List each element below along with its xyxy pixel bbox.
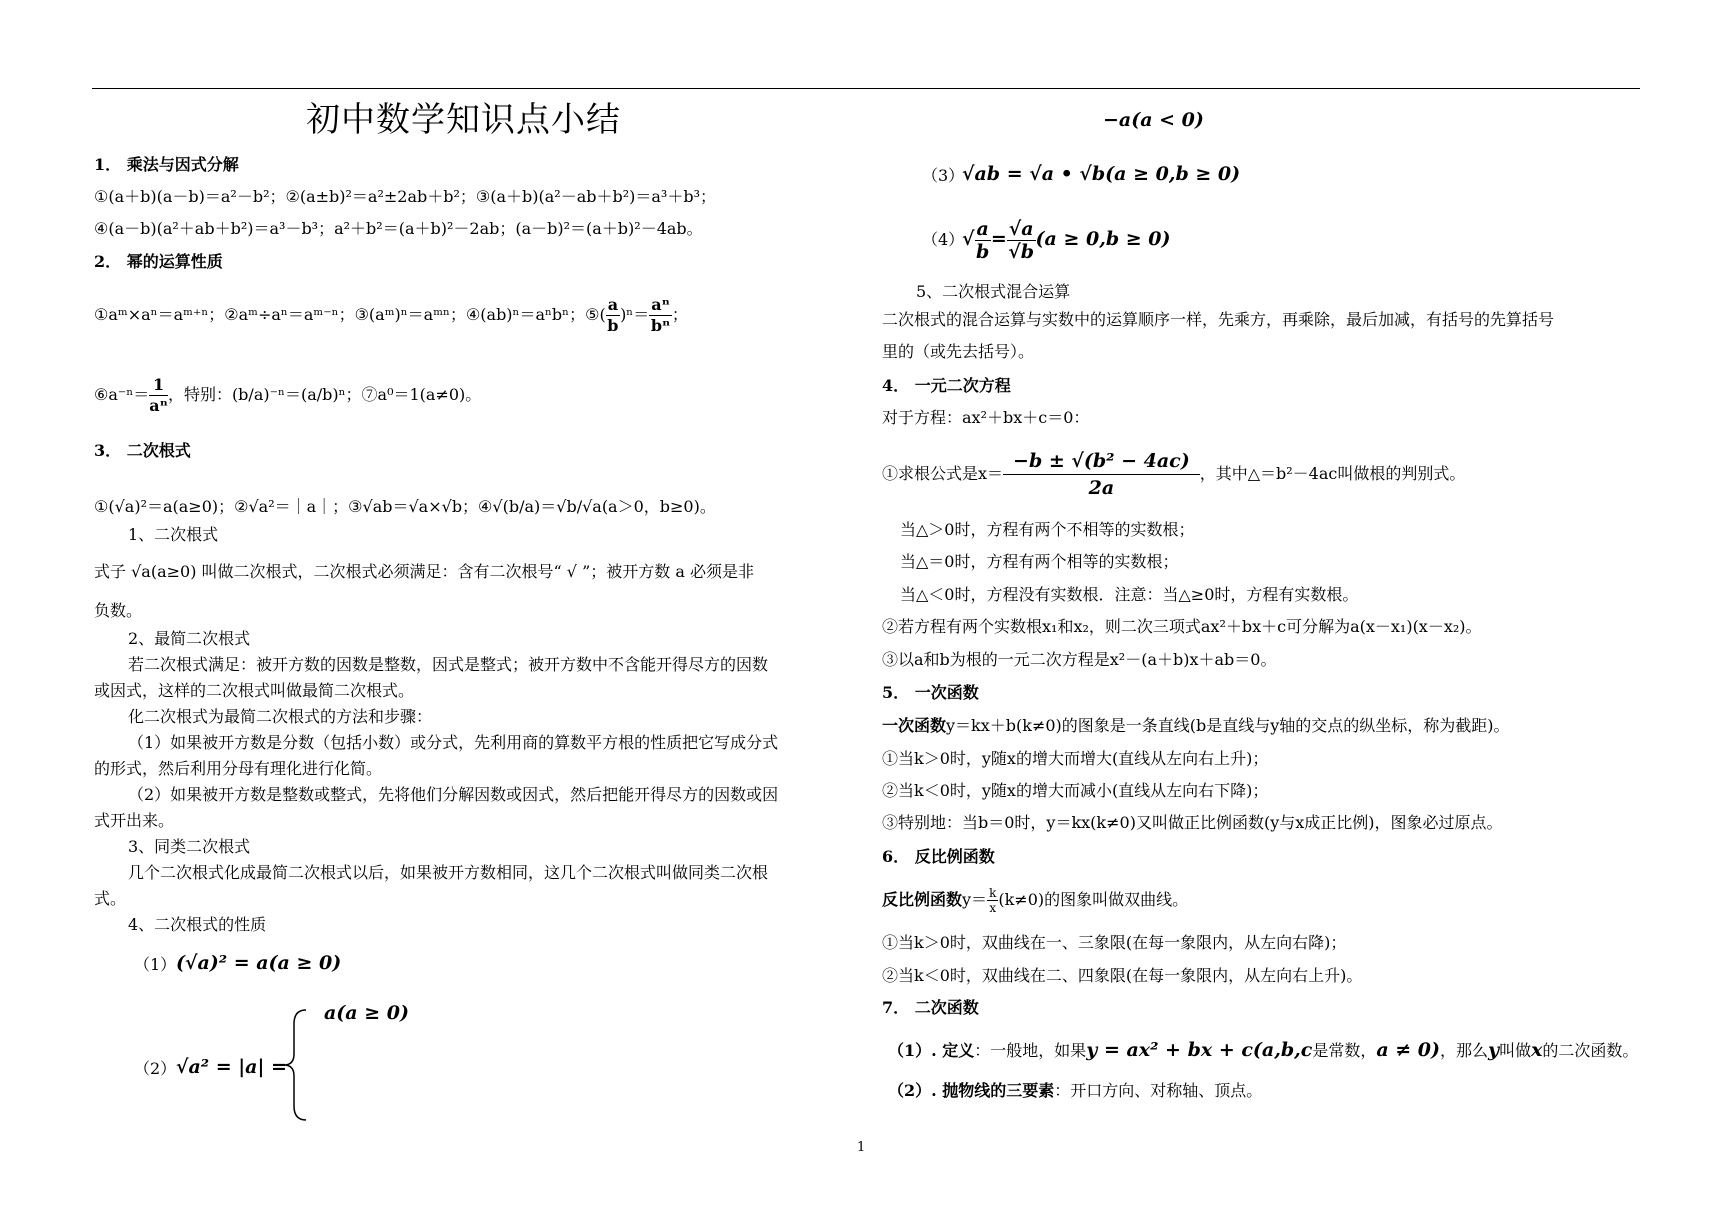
formula-text: 的二次函数。 (1542, 1041, 1639, 1060)
formula-text: (a ≥ 0,b ≥ 0) (1035, 228, 1171, 250)
paragraph-line: ①当k＞0时，双曲线在一、三象限(在每一象限内，从左向右降)； (882, 933, 1347, 952)
property-label: （1） (134, 955, 177, 974)
formula-line (94, 292, 688, 338)
paragraph-line: 里的（或先去括号）。 (882, 342, 1035, 361)
formula-text: x (1531, 1039, 1543, 1061)
paragraph-line: 或因式，这样的二次根式叫做最简二次根式。 (94, 681, 415, 700)
section-7-heading: 7． 二次函数 (882, 998, 979, 1017)
paragraph-line: 化二次根式为最简二次根式的方法和步骤： (128, 707, 433, 726)
paragraph-line: 的形式，然后利用分母有理化进行化简。 (94, 759, 383, 778)
section-5-heading: 5． 一次函数 (882, 683, 979, 702)
page-title: 初中数学知识点小结 (306, 100, 621, 140)
formula-text: ； (671, 305, 688, 324)
denominator: √b (1008, 240, 1035, 263)
section-2-heading: 2． 幂的运算性质 (94, 252, 223, 271)
paragraph-line: 若二次根式满足：被开方数的因数是整数，因式是整式；被开方数中不含能开得尽方的因数 (128, 655, 769, 674)
numerator: √a (1008, 217, 1034, 240)
term: 一次函数 (882, 716, 947, 735)
paragraph-line: 对于方程：ax²＋bx＋c＝0： (882, 408, 1090, 427)
paragraph-line: ②当k＜0时，y随x的增大而减小(直线从左向右下降)； (882, 781, 1269, 800)
term: （2）. 抛物线的三要素 (888, 1081, 1055, 1100)
fraction (1007, 218, 1036, 263)
subheading: 3、同类二次根式 (128, 837, 251, 856)
paragraph-line: 式。 (94, 889, 127, 908)
numerator: a (607, 295, 619, 314)
formula-text: ，那么 (1440, 1041, 1489, 1060)
section-6-heading: 6． 反比例函数 (882, 847, 995, 866)
denominator: b (976, 240, 990, 263)
page-number: 1 (857, 1140, 866, 1155)
paragraph-line: 负数。 (94, 601, 143, 620)
formula-text: )ⁿ＝ (620, 305, 650, 324)
paragraph-line (888, 1037, 1638, 1064)
formula-text: 是常数， (1312, 1041, 1377, 1060)
formula-text: = (990, 228, 1007, 250)
paragraph-line: （1）如果被开方数是分数（包括小数）或分式，先利用商的算数平方根的性质把它写成分式 (128, 733, 779, 752)
radical-sign: √ (962, 228, 975, 250)
numerator: k (989, 886, 997, 900)
formula-text: ：开口方向、对称轴、顶点。 (1054, 1081, 1263, 1100)
case-formula: −a(a < 0) (1103, 109, 1204, 131)
formula-text: ，其中△＝b²－4ac叫做根的判别式。 (1199, 464, 1466, 483)
formula-line (94, 372, 481, 418)
formula-text: a ≠ 0) (1376, 1039, 1440, 1061)
fraction (987, 886, 998, 915)
top-rule (92, 88, 1640, 89)
formula-text: ，特别：(b/a)⁻ⁿ＝(a/b)ⁿ；⑦a⁰＝1(a≠0)。 (167, 385, 482, 404)
property-formula: (√a)² = a(a ≥ 0) (176, 952, 342, 974)
formula-text: y＝ (962, 890, 988, 909)
numerator: 1 (149, 375, 168, 396)
subheading: 2、最简二次根式 (128, 629, 251, 648)
paragraph-line: ③特别地：当b＝0时，y＝kx(k≠0)又叫做正比例函数(y与x成正比例)，图象必过原点。 (882, 813, 1503, 832)
curly-brace (282, 1008, 308, 1122)
subheading: 1、二次根式 (128, 525, 219, 544)
fraction (649, 295, 672, 336)
paragraph-line (888, 1081, 1262, 1101)
denominator: 2a (1088, 477, 1115, 499)
paragraph-line (882, 880, 1188, 920)
numerator: a (976, 217, 989, 240)
subheading: 4、二次根式的性质 (128, 915, 267, 934)
property-label: （2） (134, 1059, 177, 1078)
property-formula (962, 214, 1170, 264)
property-label: （4） (922, 230, 965, 249)
paragraph-line: 当△＞0时，方程有两个不相等的实数根； (900, 520, 1195, 539)
formula-text: y＝kx＋b(k≠0)的图象是一条直线(b是直线与y轴的交点的纵坐标，称为截距)。 (946, 716, 1510, 735)
paragraph-line: ②若方程有两个实数根x₁和x₂，则二次三项式ax²＋bx＋c可分解为a(x－x₁)(x－x₂)。 (882, 617, 1482, 636)
formula-text: ：一般地，如果 (974, 1041, 1087, 1060)
section-1-heading: 1． 乘法与因式分解 (94, 155, 239, 174)
formula-text: y = ax² + bx + c(a,b,c (1086, 1039, 1313, 1061)
property-formula: √ab = √a • √b(a ≥ 0,b ≥ 0) (962, 163, 1241, 185)
numerator: aⁿ (651, 295, 670, 314)
formula-text: ①aᵐ×aⁿ＝aᵐ⁺ⁿ；②aᵐ÷aⁿ＝aᵐ⁻ⁿ；③(aᵐ)ⁿ＝aᵐⁿ；④(ab)ⁿ＝aⁿbⁿ；⑤( (94, 305, 606, 324)
paragraph-line: 几个二次根式化成最简二次根式以后，如果被开方数相同，这几个二次根式叫做同类二次根 (128, 863, 769, 882)
formula-text: ⑥a⁻ⁿ＝ (94, 385, 150, 404)
paragraph-line: 式开出来。 (94, 811, 175, 830)
case-formula: a(a ≥ 0) (324, 1002, 409, 1024)
formula-text: (k≠0)的图象叫做双曲线。 (998, 890, 1189, 909)
section-4-heading: 4． 一元二次方程 (882, 376, 1011, 395)
formula-line (882, 446, 1465, 502)
subheading: 5、二次根式混合运算 (916, 282, 1071, 301)
fraction (149, 375, 168, 416)
property-formula: √a² = |a| = (176, 1056, 287, 1078)
formula-text: ①求根公式是x＝ (882, 464, 1004, 483)
denominator: aⁿ (149, 396, 168, 415)
section-3-heading: 3． 二次根式 (94, 441, 191, 460)
term: 反比例函数 (882, 890, 963, 909)
term: （1）. 定义 (888, 1041, 975, 1060)
formula-text: y (1488, 1039, 1500, 1061)
formula-line: ④(a－b)(a²＋ab＋b²)＝a³－b³；a²＋b²＝(a＋b)²－2ab；(a－b)²＝(a＋b)²－4ab。 (94, 219, 703, 238)
paragraph-line: 二次根式的混合运算与实数中的运算顺序一样，先乘方，再乘除，最后加减，有括号的先算括号 (882, 310, 1555, 329)
formula-line: ①(√a)²＝a(a≥0)；②√a²＝｜a｜；③√ab＝√a×√b；④√(b/a)＝√b/√a(a＞0，b≥0)。 (94, 497, 716, 516)
fraction (606, 295, 620, 336)
paragraph-line: ②当k＜0时，双曲线在二、四象限(在每一象限内，从左向右上升)。 (882, 966, 1363, 985)
formula-text: 叫做 (1499, 1041, 1532, 1060)
paragraph-line: （2）如果被开方数是整数或整式，先将他们分解因数或因式，然后把能开得尽方的因数或因 (128, 785, 779, 804)
denominator: b (607, 316, 619, 335)
denominator: bⁿ (650, 316, 671, 335)
paragraph-line: ①当k＞0时，y随x的增大而增大(直线从左向右上升)； (882, 749, 1269, 768)
denominator: x (989, 901, 997, 915)
root-formula (1003, 448, 1200, 501)
paragraph-line: 式子 √a(a≥0) 叫做二次根式，二次根式必须满足：含有二次根号“ √ ”；被开方数 a 必须是非 (94, 562, 754, 581)
property-label: （3） (922, 166, 965, 185)
fraction (975, 218, 991, 263)
paragraph-line: ③以a和b为根的一元二次方程是x²－(a＋b)x＋ab＝0。 (882, 650, 1277, 669)
formula-line: ①(a＋b)(a－b)＝a²－b²；②(a±b)²＝a²±2ab＋b²；③(a＋b)(a²－ab＋b²)＝a³＋b³； (94, 187, 716, 206)
paragraph-line: 当△＜0时，方程没有实数根．注意：当△≥0时，方程有实数根。 (900, 585, 1359, 604)
numerator: −b ± √(b² − 4ac) (1003, 448, 1200, 475)
paragraph-line: 当△＝0时，方程有两个相等的实数根； (900, 552, 1179, 571)
paragraph-line (882, 716, 1510, 736)
